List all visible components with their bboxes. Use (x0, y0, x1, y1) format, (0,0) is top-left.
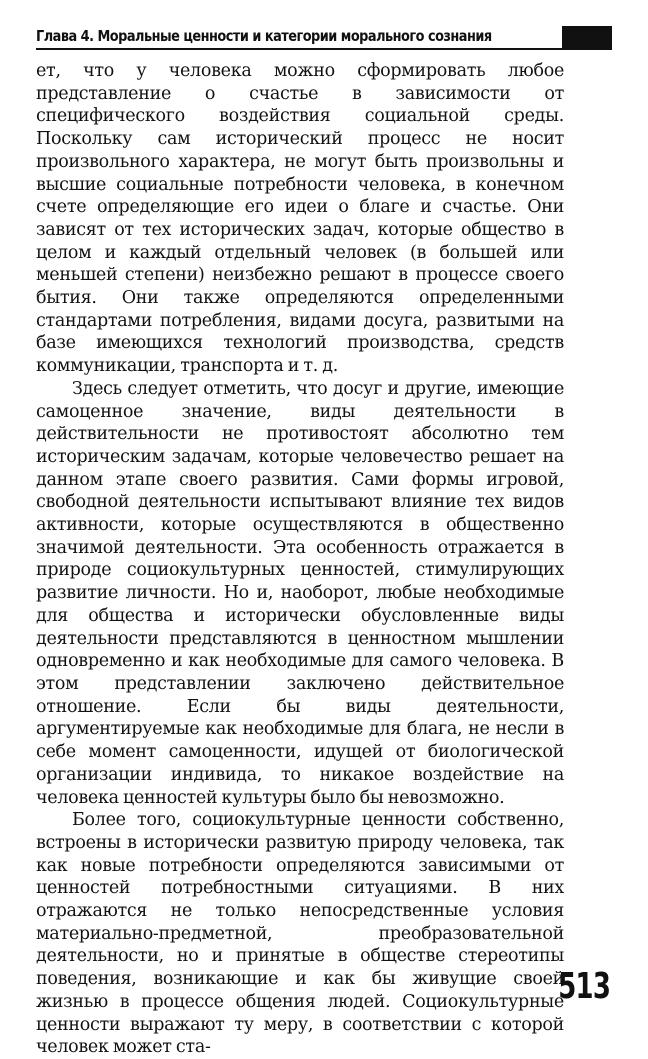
body-text (36, 60, 564, 1059)
page-number: 513 (558, 966, 610, 1007)
paragraph-3: Более того, социокультурные ценности собственно, встроены в исторически развитую природу человека, так как новые потребности определяются зависимыми от ценностей потребностными ситуациями. В них отражаются не только непосредственные условия материально-предметной, преобразовательной деятельности, но и принятые в обществе стереотипы поведения, возникающие и как бы живущие своей жизнью в процессе общения людей. Социокультурные ценности выражают ту меру, в соответствии с которой человек может ста- (36, 810, 564, 1058)
chapter-title: Глава 4. Моральные ценности и категории морального сознания (36, 27, 492, 45)
paragraph-1: ет, что у человека можно сформировать любое представление о счастье в зависимости от специфического воздействия социальной среды. Поскольку сам исторический процесс не носит произвольного характера, не могут быть произвольны и высшие социальные потребности человека, в конечном счете определяющие его идеи о благе и счастье. Они зависят от тех исторических задач, которые общество в целом и каждый отдельный человек (в большей или меньшей степени) неизбежно решают в процессе своего бытия. Они также определяются определенными стандартами потребления, видами досуга, развитыми на базе имеющихся технологий производства, средств коммуникации, транспорта и т. д. (36, 61, 564, 377)
paragraph-2: Здесь следует отметить, что досуг и другие, имеющие самоценное значение, виды деятельности в действительности не противостоят абсолютно тем историческим задачам, которые человечество решает на данном этапе своего развития. Сами формы игровой, свободной деятельности испытывают влияние тех видов активности, которые осуществляются в общественно значимой деятельности. Эта особенность отражается в природе социокультурных ценностей, стимулирующих развитие личности. Но и, наоборот, любые необходимые для общества и исторически обусловленные виды деятельности представляются в ценностном мышлении одновременно и как необходимые для самого человека. В этом представлении заключено действительное отношение. Если бы виды деятельности, аргументируемые как необходимые для блага, не несли в себе момент самоценности, идущей от биологической организации индивида, то никакое воздействие на человека ценностей культуры было бы невозможно. (36, 378, 564, 808)
running-header (36, 26, 612, 50)
header-black-block (562, 26, 612, 48)
